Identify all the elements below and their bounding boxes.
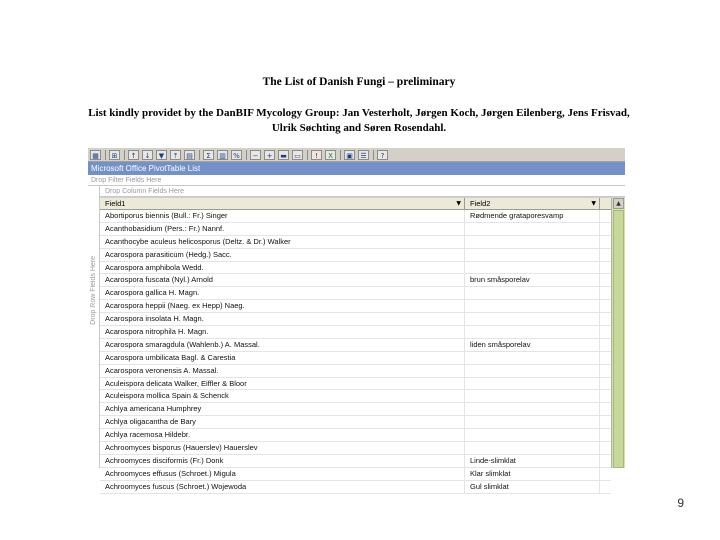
field1-cell[interactable]: Achroomyces disciformis (Fr.) Donk [100, 455, 465, 467]
table-row[interactable] [100, 390, 611, 403]
field1-cell[interactable]: Acanthocybe aculeus helicosporus (Deltz. & Dr.) Walker [100, 236, 465, 248]
field1-header-label: Field1 [105, 199, 126, 208]
field2-header[interactable] [465, 198, 600, 209]
field1-cell[interactable]: Achroomyces effusus (Schroet.) Migula [100, 468, 465, 480]
field2-cell[interactable]: Rødmende grataporesvamp [465, 210, 600, 222]
toolbar-separator [340, 150, 341, 160]
document-title: The List of Danish Fungi – preliminary [262, 76, 456, 88]
field2-cell[interactable] [465, 326, 600, 338]
properties-icon[interactable]: ☰ [358, 150, 369, 160]
table-row[interactable] [100, 378, 611, 391]
export-excel-icon[interactable]: X [325, 150, 336, 160]
field2-cell[interactable] [465, 429, 600, 441]
table-row[interactable] [100, 365, 611, 378]
field2-cell[interactable] [465, 223, 600, 235]
table-row[interactable] [100, 313, 611, 326]
field1-cell[interactable]: Aculeispora mollica Spain & Schenck [100, 390, 465, 402]
show-details-icon[interactable]: ▭ [292, 150, 303, 160]
field1-cell[interactable]: Achroomyces fuscus (Schroet.) Wojewoda [100, 481, 465, 493]
field2-cell[interactable]: liden småsporelav [465, 339, 600, 351]
field1-cell[interactable]: Acarospora gallica H. Magn. [100, 287, 465, 299]
field2-cell[interactable] [465, 300, 600, 312]
field2-cell[interactable] [465, 236, 600, 248]
drop-row-label: Drop Row Fields Here [90, 256, 97, 325]
show-top-icon[interactable]: ⤒ [170, 150, 181, 160]
field1-cell[interactable]: Acarospora amphibola Wedd. [100, 262, 465, 274]
pivot-title-bar: Microsoft Office PivotTable List [88, 162, 625, 175]
sort-ascending-icon[interactable]: ↑ [128, 150, 139, 160]
page-number: 9 [677, 496, 684, 510]
table-row[interactable] [100, 403, 611, 416]
table-row[interactable] [100, 352, 611, 365]
field2-cell[interactable] [465, 249, 600, 261]
field2-cell[interactable] [465, 403, 600, 415]
table-row[interactable] [100, 416, 611, 429]
toolbar-separator [373, 150, 374, 160]
table-row[interactable] [100, 262, 611, 275]
toolbar-separator [105, 150, 106, 160]
table-row[interactable] [100, 274, 611, 287]
table-row[interactable] [100, 210, 611, 223]
field1-cell[interactable]: Achlya oligacantha de Bary [100, 416, 465, 428]
grid-rows [100, 210, 611, 494]
field2-cell[interactable] [465, 365, 600, 377]
hide-details-icon[interactable]: ▬ [278, 150, 289, 160]
pivot-grid [100, 198, 611, 491]
table-row[interactable] [100, 442, 611, 455]
toolbar-separator [246, 150, 247, 160]
office-logo-icon[interactable]: ▦ [90, 150, 101, 160]
vertical-scrollbar[interactable] [611, 198, 625, 468]
field1-cell[interactable]: Acarospora veronensis A. Massal. [100, 365, 465, 377]
subtotal-icon[interactable]: Σ [203, 150, 214, 160]
field2-cell[interactable] [465, 352, 600, 364]
field2-header-label: Field2 [470, 199, 491, 208]
toolbar-separator [124, 150, 125, 160]
field-list-icon[interactable]: ⊞ [109, 150, 120, 160]
table-row[interactable] [100, 326, 611, 339]
drop-column-zone[interactable]: Drop Column Fields Here [100, 186, 625, 197]
field2-cell[interactable] [465, 287, 600, 299]
table-row[interactable] [100, 300, 611, 313]
table-row[interactable] [100, 455, 611, 468]
toolbar-separator [199, 150, 200, 160]
field1-cell[interactable]: Acarospora umbilicata Bagl. & Carestia [100, 352, 465, 364]
field1-cell[interactable]: Achlya racemosa Hildebr. [100, 429, 465, 441]
table-row[interactable] [100, 429, 611, 442]
collapse-icon[interactable]: − [250, 150, 261, 160]
table-row[interactable] [100, 236, 611, 249]
field2-cell[interactable] [465, 378, 600, 390]
table-row[interactable] [100, 339, 611, 352]
field1-cell[interactable]: Acarospora fuscata (Nyl.) Arnold [100, 274, 465, 286]
subtitle-line-2: Ulrik Søchting and Søren Rosendahl. [271, 122, 447, 134]
field2-cell[interactable] [465, 313, 600, 325]
pivottable-list [88, 148, 625, 491]
slide-screenshot [16, 72, 702, 491]
field2-cell[interactable]: Gul slimklat [465, 481, 600, 493]
field1-cell[interactable]: Aculeispora delicata Walker, Eiffler & Bloor [100, 378, 465, 390]
field2-dropdown-icon[interactable]: ▼ [591, 200, 596, 207]
autocalc-icon[interactable]: ▤ [184, 150, 195, 160]
drop-filter-zone[interactable]: Drop Filter Fields Here [88, 175, 625, 186]
refresh-icon[interactable]: ! [311, 150, 322, 160]
field1-cell[interactable]: Acarospora nitrophila H. Magn. [100, 326, 465, 338]
table-row[interactable] [100, 468, 611, 481]
field2-cell[interactable] [465, 416, 600, 428]
autofilter-icon[interactable]: ▼ [156, 150, 167, 160]
field2-cell[interactable] [465, 390, 600, 402]
field2-cell[interactable]: Linde-slimklat [465, 455, 600, 467]
field2-cell[interactable] [465, 442, 600, 454]
field1-cell[interactable]: Abortiporus biennis (Bull.: Fr.) Singer [100, 210, 465, 222]
scroll-up-icon[interactable]: ▲ [613, 198, 624, 209]
field1-cell[interactable]: Acarospora smaragdula (Wahlenb.) A. Massal. [100, 339, 465, 351]
field1-cell[interactable]: Acarospora insolata H. Magn. [100, 313, 465, 325]
table-row[interactable] [100, 249, 611, 262]
field2-cell[interactable] [465, 262, 600, 274]
subtitle-line-1: List kindly providet by the DanBIF Mycology Group: Jan Vesterholt, Jørgen Koch, Jørgen Eilenberg, Jens Frisvad, [88, 107, 630, 119]
table-row[interactable] [100, 287, 611, 300]
help-icon[interactable]: ? [377, 150, 388, 160]
table-row[interactable] [100, 481, 611, 494]
field1-cell[interactable]: Achroomyces bisporus (Hauerslev) Hauerslev [100, 442, 465, 454]
toolbar-separator [307, 150, 308, 160]
field2-cell[interactable]: brun småsporelav [465, 274, 600, 286]
field-list-toggle-icon[interactable]: ▣ [344, 150, 355, 160]
scroll-thumb[interactable] [613, 210, 624, 468]
show-as-icon[interactable]: % [231, 150, 242, 160]
field1-dropdown-icon[interactable]: ▼ [456, 200, 461, 207]
drop-row-zone[interactable] [88, 186, 100, 468]
grid-header [100, 198, 611, 210]
pivot-toolbar [88, 148, 625, 162]
sort-descending-icon[interactable]: ↓ [142, 150, 153, 160]
field1-cell[interactable]: Achlya americana Humphrey [100, 403, 465, 415]
calculated-totals-icon[interactable]: ▥ [217, 150, 228, 160]
field1-header[interactable] [100, 198, 465, 209]
document-subtitle [16, 106, 702, 136]
field1-cell[interactable]: Acarospora parasiticum (Hedg.) Sacc. [100, 249, 465, 261]
table-row[interactable] [100, 223, 611, 236]
expand-icon[interactable]: + [264, 150, 275, 160]
field2-cell[interactable]: Klar slimklat [465, 468, 600, 480]
field1-cell[interactable]: Acanthobasidium (Pers.: Fr.) Nannf. [100, 223, 465, 235]
field1-cell[interactable]: Acarospora heppii (Naeg. ex Hepp) Naeg. [100, 300, 465, 312]
